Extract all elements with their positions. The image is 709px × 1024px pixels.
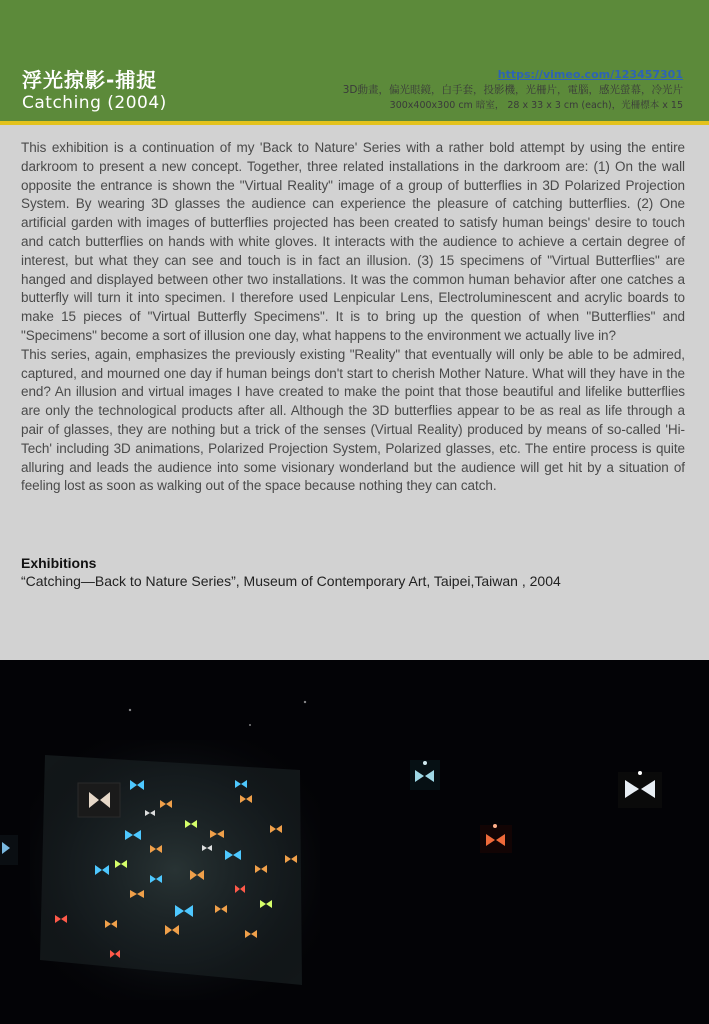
title-chinese: 浮光掠影-捕捉 (22, 68, 158, 92)
description-paragraph-1: This exhibition is a continuation of my 'Back to Nature' Series with a rather bold attempt by using the entire darkroom to present a new concept. Together, three related installations in the darkroom are: (1) On the wall opposite the entrance is shown the "Virtual Reality" image of a group of butterflies in 3D Polarized Projection System. By wearing 3D glasses the audience can experience the pleasure of catching butterflies. (2) One artificial garden with images of butterflies projected has been created to satisfy human beings' desire to touch and catch butterflies on hands with white gloves. It interacts with the audience to achieve a certain degree of interest, but what they can see and touch is in fact an illusion. (3) 15 specimens of "Virtual Butterflies" are hanged and displayed between other two installations. It was the common human behavior after one catches a butterfly will turn it into specimen. I therefore used Lenpicular Lens, Electroluminescent and acrylic boards to make 15 pieces of "Virtual Butterfly Specimens". It is to bring up the question of when "Butterflies" and "Specimens" become a sort of illusion one day, what happens to the environment we actually live in? (21, 140, 685, 343)
video-link[interactable]: https://vimeo.com/123457301 (497, 68, 683, 81)
artwork-meta (343, 67, 683, 113)
materials-text: 3D動畫，偏光眼鏡，白手套，投影機，光柵片，電腦，感光螢幕，冷光片 (342, 84, 683, 96)
installation-photo (0, 660, 709, 1024)
description-paragraph-2: This series, again, emphasizes the previously existing "Reality" that eventually will only be able to be admired, captured, and mourned one day if human beings don't start to cherish Mother Nature. What will they have in the end? An illusion and virtual images I have created to make the point that those beautiful and lifelike butterflies are only the technological products after all. Although the 3D butterflies appear to be as real as life through a pair of glasses, they are nothing but a trick of the senses (Virtual Reality) produced by means of so-called 'Hi-Tech' including 3D animations, Polarized Projection System, Polarized glasses, etc. The entire process is quite alluring and leads the audience into some visionary wonderland but the audience will get hit by a situation of feeling lost as soon as walking out of the space because nothing they can catch. (21, 346, 685, 494)
exhibition-item: “Catching—Back to Nature Series”, Museum of Contemporary Art, Taipei,Taiwan , 2004 (21, 573, 561, 589)
title-english: Catching (2004) (22, 93, 167, 113)
header-divider (0, 121, 709, 125)
dimensions-text: 300x400x300 cm 暗室， 28 x 33 x 3 cm (each)，光柵標本 x 15 (389, 100, 683, 111)
installation-photo-image (0, 660, 709, 1024)
description (21, 139, 685, 496)
exhibitions-heading: Exhibitions (21, 555, 97, 571)
